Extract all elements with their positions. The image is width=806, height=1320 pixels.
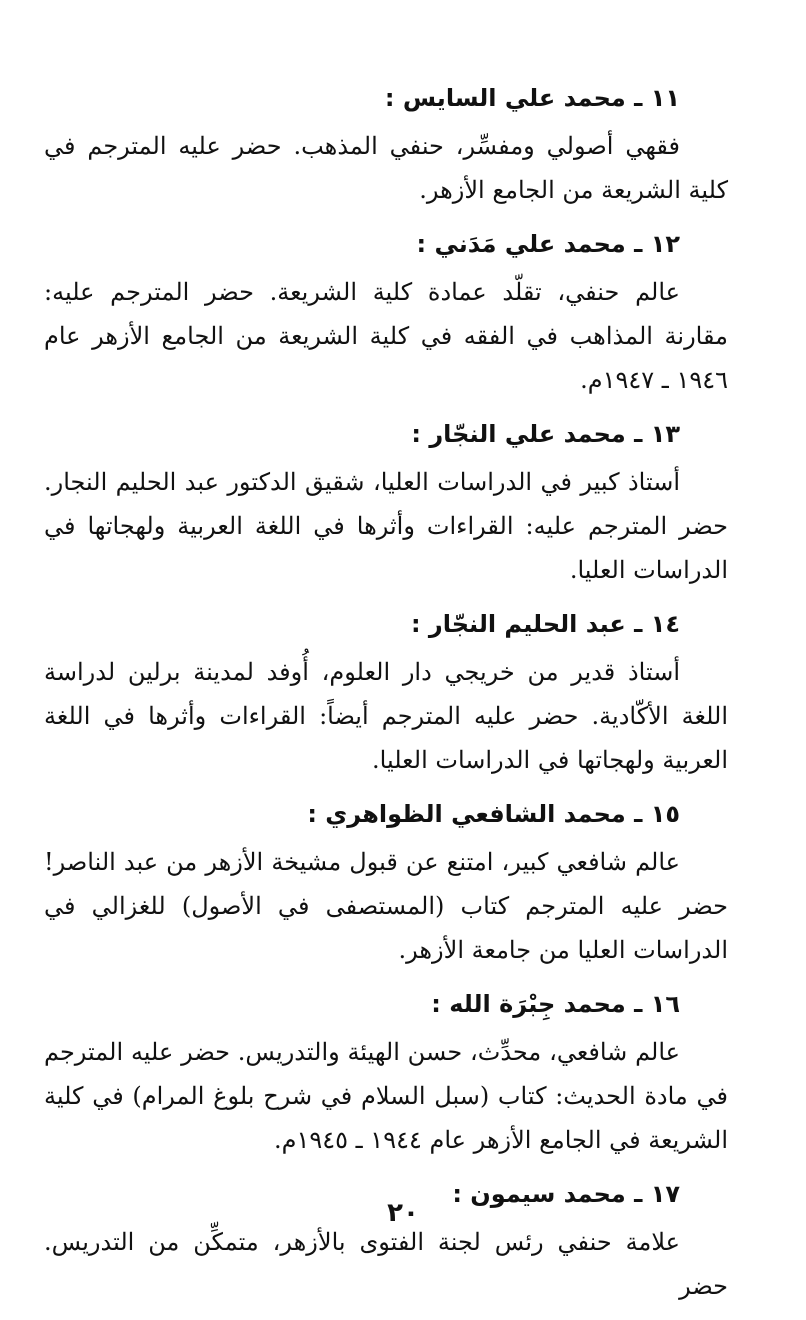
page-number: ٢٠ (387, 1198, 419, 1228)
entry-heading: ١٥ ـ محمد الشافعي الظواهري : (307, 800, 680, 828)
entry-11 (44, 78, 728, 212)
entry-13 (44, 414, 728, 592)
entry-heading: ١٢ ـ محمد علي مَدَني : (416, 230, 680, 258)
entry-body: عالم حنفي، تقلّد عمادة كلية الشريعة. حضر المترجم عليه: مقارنة المذاهب في الفقه في كلية الشريعة من الجامع الأزهر عام ١٩٤٦ ـ ١٩٤٧م. (44, 278, 728, 394)
entry-heading: ١٧ ـ محمد سيمون : (452, 1180, 680, 1208)
entry-body: عالم شافعي كبير، امتنع عن قبول مشيخة الأزهر من عبد الناصر! حضر عليه المترجم كتاب (المستصفى في الأصول) للغزالي في الدراسات العليا من جامعة الأزهر. (44, 848, 728, 964)
entry-body: أستاذ قدير من خريجي دار العلوم، أُوفد لمدينة برلين لدراسة اللغة الأكّادية. حضر عليه المترجم أيضاً: القراءات وأثرها في اللغة العربية ولهجاتها في الدراسات العليا. (44, 658, 728, 774)
entry-body: فقهي أصولي ومفسِّر، حنفي المذهب. حضر عليه المترجم في كلية الشريعة من الجامع الأزهر. (44, 132, 728, 204)
entry-14 (44, 604, 728, 782)
entry-15 (44, 794, 728, 972)
entry-heading: ١٦ ـ محمد جِبْرَة الله : (431, 990, 680, 1018)
entry-12 (44, 224, 728, 402)
entry-body: أستاذ كبير في الدراسات العليا، شقيق الدكتور عبد الحليم النجار. حضر المترجم عليه: القراءات وأثرها في اللغة العربية ولهجاتها في الدراسات العليا. (44, 468, 728, 584)
entry-heading: ١١ ـ محمد علي السايس : (384, 84, 680, 112)
page-text (44, 78, 728, 1320)
entry-heading: ١٣ ـ محمد علي النجّار : (411, 420, 680, 448)
entry-16 (44, 984, 728, 1162)
entry-body: عالم شافعي، محدِّث، حسن الهيئة والتدريس. حضر عليه المترجم في مادة الحديث: كتاب (سبل السلام في شرح بلوغ المرام) في كلية الشريعة في الجامع الأزهر عام ١٩٤٤ ـ ١٩٤٥م. (44, 1038, 728, 1154)
entry-body: علامة حنفي رئس لجنة الفتوى بالأزهر، متمكِّن من التدريس. حضر (44, 1228, 728, 1300)
entry-heading: ١٤ ـ عبد الحليم النجّار : (410, 610, 680, 638)
